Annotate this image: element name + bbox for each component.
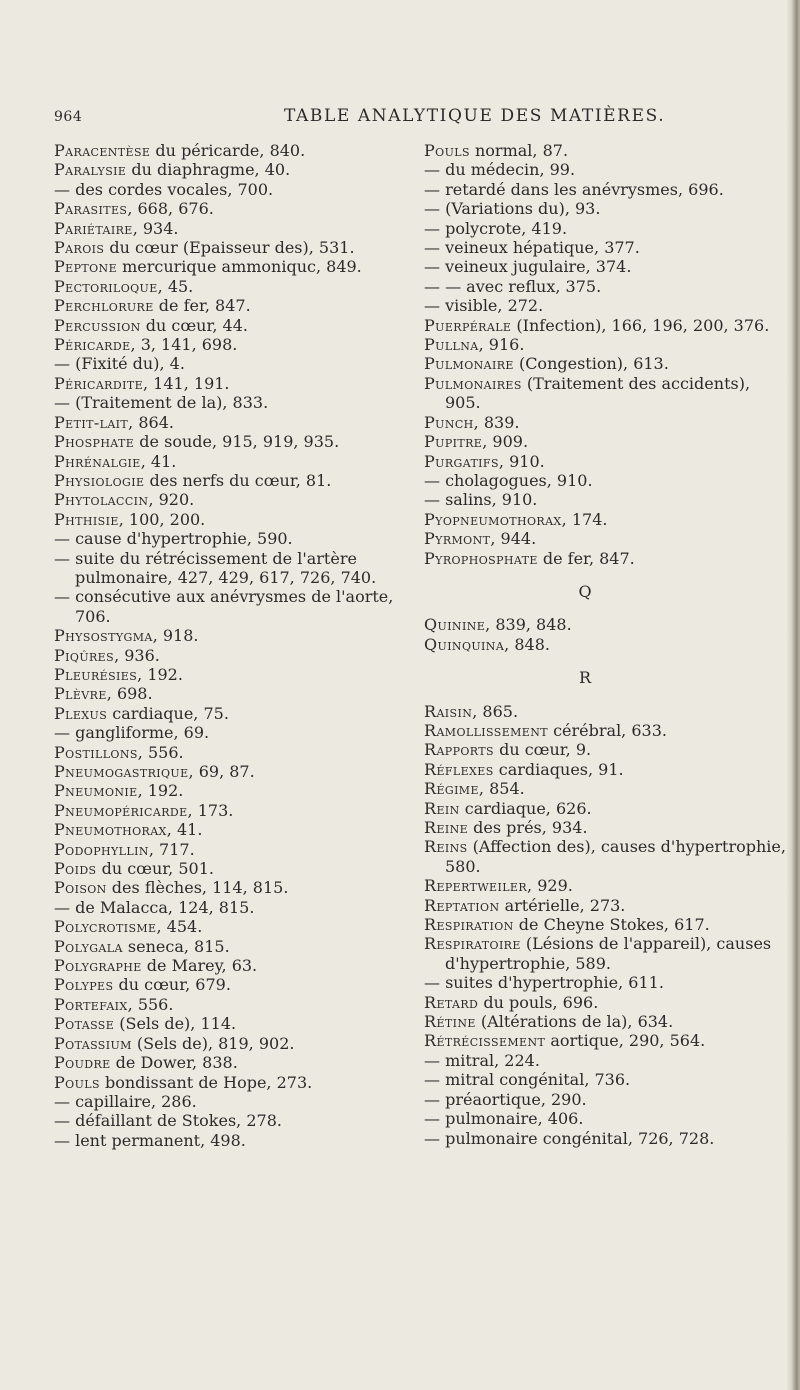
index-entry — [54, 432, 394, 451]
entry-text: aortique, 290, 564. — [545, 1031, 706, 1051]
index-entry — [424, 973, 786, 992]
index-entry — [424, 180, 786, 199]
entry-heading: Rétine — [424, 1012, 476, 1032]
index-entry — [54, 801, 394, 820]
entry-text: de Marey, 63. — [141, 956, 258, 976]
index-entry — [54, 1053, 394, 1072]
index-group-r — [424, 702, 786, 1148]
running-head — [54, 106, 754, 132]
entry-heading: Pouls — [54, 1072, 100, 1092]
index-entry — [54, 471, 394, 490]
entry-text: , 916. — [478, 335, 525, 355]
index-entry — [424, 1051, 786, 1070]
entry-text: — polycrote, 419. — [424, 218, 568, 238]
entry-heading: Polygraphe — [54, 956, 142, 976]
entry-text: de Cheyne Stokes, 617. — [513, 915, 710, 935]
index-entry — [54, 316, 394, 335]
index-entry — [424, 257, 786, 276]
entry-text: (Congestion), 613. — [513, 354, 669, 374]
index-entry — [424, 413, 786, 432]
entry-text: (Lésions de l'appareil), causes d'hypertrophie, 589. — [445, 934, 772, 973]
index-group-q — [424, 615, 786, 654]
entry-text: , 839. — [473, 412, 520, 432]
entry-heading: Pulmonaires — [424, 373, 522, 393]
entry-heading: Réflexes — [424, 759, 494, 779]
entry-text: de fer, 847. — [537, 548, 635, 568]
entry-text: , 141, 191. — [143, 373, 230, 393]
index-entry — [424, 277, 786, 296]
running-title: TABLE ANALYTIQUE DES MATIÈRES. — [284, 106, 666, 126]
entry-text: , 936. — [114, 645, 160, 665]
entry-text: (Infection), 166, 196, 200, 376. — [511, 315, 770, 335]
index-entry — [424, 799, 786, 818]
entry-heading: Péricardite — [54, 373, 143, 393]
index-entry — [424, 452, 786, 471]
entry-text: — consécutive aux anévrysmes de l'aorte, 706. — [54, 587, 394, 626]
entry-text: , 556. — [127, 994, 174, 1014]
index-entry — [424, 549, 786, 568]
index-entry — [424, 335, 786, 354]
index-column-left — [54, 141, 394, 1150]
entry-text: du cœur, 44. — [140, 315, 248, 335]
index-entry — [54, 878, 394, 897]
entry-text: , 848. — [504, 634, 550, 654]
index-entry — [54, 490, 394, 509]
entry-heading: Reins — [424, 837, 468, 857]
entry-text: — cause d'hypertrophie, 590. — [54, 529, 293, 549]
entry-heading: Raisin — [424, 701, 473, 721]
entry-heading: Potassium — [54, 1033, 132, 1053]
entry-heading: Pyrophosphate — [424, 548, 538, 568]
entry-text: (Altérations de la), 634. — [475, 1012, 674, 1032]
entry-heading: Portefaix — [54, 994, 128, 1014]
entry-heading: Pariétaire — [54, 218, 133, 238]
index-entry — [54, 141, 394, 160]
entry-heading: Pleurésies — [54, 664, 138, 684]
entry-heading: Purgatifs — [424, 451, 499, 471]
index-entry — [54, 781, 394, 800]
index-entry — [54, 219, 394, 238]
entry-heading: Postillons — [54, 742, 138, 762]
entry-text: , 918. — [152, 626, 199, 646]
entry-heading: Reptation — [424, 895, 500, 915]
entry-heading: Pneumothorax — [54, 820, 167, 840]
index-entry — [424, 471, 786, 490]
entry-text: — lent permanent, 498. — [54, 1130, 246, 1150]
index-entry — [54, 1073, 394, 1092]
entry-text: , 865. — [472, 701, 519, 721]
index-entry — [424, 354, 786, 373]
entry-heading: Polycrotisme — [54, 917, 157, 937]
entry-heading: Pullna — [424, 335, 479, 355]
index-group-p — [424, 141, 786, 568]
entry-heading: Piqûres — [54, 645, 115, 665]
index-entry — [54, 684, 394, 703]
entry-heading: Ramollissement — [424, 720, 548, 740]
entry-heading: Pyopneumothorax — [424, 509, 562, 529]
entry-heading: Percussion — [54, 315, 141, 335]
entry-heading: Polypes — [54, 975, 114, 995]
index-entry — [54, 743, 394, 762]
index-entry — [54, 238, 394, 257]
index-entry — [424, 1090, 786, 1109]
entry-heading: Pouls — [424, 141, 470, 160]
entry-text: (Sels de), 114. — [114, 1014, 237, 1034]
entry-text: cardiaque, 626. — [459, 798, 592, 818]
index-entry — [424, 490, 786, 509]
entry-text: artérielle, 273. — [499, 895, 626, 915]
entry-heading: Parois — [54, 238, 105, 258]
index-entry — [54, 762, 394, 781]
entry-text: du diaphragme, 40. — [126, 160, 291, 180]
entry-heading: Rétrécissement — [424, 1031, 546, 1051]
entry-text: — — avec reflux, 375. — [424, 276, 602, 296]
entry-heading: Retard — [424, 992, 479, 1012]
entry-text: , 173. — [187, 800, 234, 820]
index-entry — [54, 937, 394, 956]
entry-text: , 45. — [157, 276, 194, 296]
index-entry — [54, 1111, 394, 1130]
entry-text: — cholagogues, 910. — [424, 470, 593, 490]
index-entry — [54, 510, 394, 529]
index-entry — [424, 238, 786, 257]
entry-text: mercurique ammoniquc, 849. — [117, 257, 362, 277]
entry-text: (Sels de), 819, 902. — [131, 1033, 295, 1053]
entry-text: — défaillant de Stokes, 278. — [54, 1111, 282, 1131]
index-entry — [54, 723, 394, 742]
index-entry — [424, 721, 786, 740]
entry-heading: Respiratoire — [424, 934, 521, 954]
entry-heading: Phytolaccin — [54, 490, 149, 510]
index-entry — [54, 840, 394, 859]
index-entry — [54, 160, 394, 179]
index-entry — [424, 510, 786, 529]
index-entry — [54, 199, 394, 218]
entry-text: des prés, 934. — [468, 818, 588, 837]
entry-heading: Pneumogastrique — [54, 762, 189, 781]
index-entry — [54, 626, 394, 645]
index-entry — [54, 587, 394, 626]
index-entry — [424, 837, 786, 876]
entry-text: , 920. — [148, 490, 195, 510]
entry-heading: Quinquina — [424, 634, 505, 654]
entry-text: — du médecin, 99. — [424, 160, 576, 180]
index-entry — [54, 1092, 394, 1111]
index-entry — [424, 635, 786, 654]
entry-text: — gangliforme, 69. — [54, 723, 210, 743]
index-entry — [424, 818, 786, 837]
entry-heading: Paralysie — [54, 160, 127, 180]
entry-text: , 41. — [140, 451, 177, 471]
entry-heading: Respiration — [424, 915, 514, 935]
index-entry — [424, 529, 786, 548]
entry-text: — capillaire, 286. — [54, 1091, 197, 1111]
entry-heading: Repertweiler — [424, 876, 528, 896]
entry-text: — de Malacca, 124, 815. — [54, 897, 255, 917]
entry-text: , 717. — [148, 839, 195, 859]
entry-text: — visible, 272. — [424, 296, 544, 316]
entry-text: — (Traitement de la), 833. — [54, 393, 269, 413]
index-entry — [424, 760, 786, 779]
entry-heading: Phthisie — [54, 509, 119, 529]
entry-text: — veineux jugulaire, 374. — [424, 257, 632, 277]
entry-heading: Pneumonie — [54, 781, 138, 801]
page-edge — [786, 0, 800, 1390]
entry-text: — (Fixité du), 4. — [54, 354, 185, 374]
entry-text: bondissant de Hope, 273. — [99, 1072, 313, 1092]
index-entry — [54, 549, 394, 588]
entry-heading: Petit-lait — [54, 412, 129, 432]
entry-heading: Poids — [54, 859, 97, 879]
index-entry — [54, 1034, 394, 1053]
entry-text: , 174. — [561, 509, 608, 529]
entry-text: , 934. — [132, 218, 179, 238]
index-entry — [424, 740, 786, 759]
entry-heading: Quinine — [424, 615, 486, 635]
entry-text: — retardé dans les anévrysmes, 696. — [424, 179, 724, 199]
entry-heading: Pyrmont — [424, 529, 491, 549]
entry-text: , 192. — [137, 781, 184, 801]
entry-heading: Peptone — [54, 257, 118, 277]
entry-heading: Phosphate — [54, 432, 135, 452]
index-entry — [54, 1131, 394, 1150]
index-entry — [424, 1031, 786, 1050]
index-entry — [424, 1012, 786, 1031]
entry-text: , 944. — [490, 529, 537, 549]
entry-heading: Poison — [54, 878, 107, 898]
index-entry — [54, 975, 394, 994]
index-entry — [424, 219, 786, 238]
index-entry — [54, 452, 394, 471]
entry-text: cérébral, 633. — [548, 720, 667, 740]
entry-text: , 192. — [137, 664, 183, 684]
entry-text: , 41. — [166, 820, 203, 840]
entry-text: — pulmonaire, 406. — [424, 1109, 584, 1129]
entry-text: du cœur, 501. — [96, 859, 214, 879]
index-entry — [54, 646, 394, 665]
entry-heading: Parasites — [54, 199, 128, 219]
index-entry — [54, 820, 394, 839]
entry-text: , 69, 87. — [188, 762, 255, 781]
index-entry — [424, 615, 786, 634]
index-entry — [424, 1109, 786, 1128]
entry-text: — (Variations du), 93. — [424, 199, 601, 219]
entry-heading: Rein — [424, 798, 460, 818]
entry-text: , 454. — [156, 917, 203, 937]
index-entry — [424, 141, 786, 160]
entry-text: , 929. — [527, 876, 573, 896]
index-entry — [424, 199, 786, 218]
entry-text: du cœur, 679. — [113, 975, 231, 995]
index-entry — [54, 898, 394, 917]
entry-text: , 854. — [478, 779, 525, 799]
entry-text: , 839, 848. — [485, 615, 572, 635]
entry-text: — suite du rétrécissement de l'artère pulmonaire, 427, 429, 617, 726, 740. — [54, 548, 377, 587]
index-entry — [54, 277, 394, 296]
entry-heading: Paracentèse — [54, 141, 151, 160]
index-entry — [424, 432, 786, 451]
entry-heading: Péricarde — [54, 335, 131, 355]
index-entry — [54, 859, 394, 878]
entry-text: , 864. — [128, 412, 174, 432]
index-entry — [54, 354, 394, 373]
entry-heading: Plèvre — [54, 684, 107, 704]
entry-heading: Pupitre — [424, 432, 483, 452]
entry-text: (Traitement des accidents), 905. — [445, 373, 751, 413]
entry-text: normal, 87. — [469, 141, 569, 160]
entry-text: — préaortique, 290. — [424, 1089, 587, 1109]
entry-text: des flèches, 114, 815. — [106, 878, 289, 898]
entry-text: , 100, 200. — [118, 509, 206, 529]
index-entry — [54, 1014, 394, 1033]
index-entry — [424, 702, 786, 721]
entry-text: de soude, 915, 919, 935. — [134, 432, 340, 452]
index-entry — [54, 296, 394, 315]
index-entry — [424, 296, 786, 315]
entry-heading: Poudre — [54, 1053, 111, 1073]
entry-text: , 698. — [106, 684, 153, 704]
entry-heading: Physostygma — [54, 626, 153, 646]
index-entry — [424, 896, 786, 915]
index-entry — [54, 665, 394, 684]
entry-heading: Régime — [424, 779, 479, 799]
index-entry — [424, 779, 786, 798]
section-letter-r: R — [578, 668, 592, 688]
entry-text: — suites d'hypertrophie, 611. — [424, 973, 664, 993]
index-entry — [424, 934, 786, 973]
entry-heading: Pneumopéricarde — [54, 800, 188, 820]
entry-text: du péricarde, 840. — [150, 141, 306, 160]
entry-text: du cœur, 9. — [493, 740, 592, 760]
index-entry — [54, 529, 394, 548]
index-column-right — [424, 141, 786, 1148]
entry-text: du pouls, 696. — [478, 992, 599, 1012]
index-entry — [424, 374, 786, 413]
entry-heading: Potasse — [54, 1014, 115, 1034]
entry-heading: Puerpérale — [424, 315, 512, 335]
entry-heading: Pulmonaire — [424, 354, 514, 374]
entry-text: des nerfs du cœur, 81. — [144, 470, 332, 490]
entry-text: de fer, 847. — [153, 296, 251, 316]
entry-text: — pulmonaire congénital, 726, 728. — [424, 1128, 715, 1148]
page-number: 964 — [54, 109, 83, 125]
entry-text: cardiaques, 91. — [493, 759, 624, 779]
entry-heading: Plexus — [54, 703, 108, 723]
entry-text: , 556. — [137, 742, 184, 762]
entry-text: , 668, 676. — [127, 199, 214, 219]
section-letter-q: Q — [578, 581, 592, 601]
entry-text: — des cordes vocales, 700. — [54, 179, 274, 199]
entry-heading: Phrénalgie — [54, 451, 141, 471]
entry-text: — veineux hépatique, 377. — [424, 238, 640, 258]
entry-heading: Perchlorure — [54, 296, 154, 316]
entry-text: , 3, 141, 698. — [130, 335, 238, 355]
entry-text: (Affection des), causes d'hypertrophie, 580. — [445, 837, 786, 876]
index-entry — [424, 316, 786, 335]
entry-heading: Polygala — [54, 936, 123, 956]
index-entry — [424, 993, 786, 1012]
index-entry — [54, 393, 394, 412]
entry-heading: Rapports — [424, 740, 494, 760]
index-entry — [54, 335, 394, 354]
entry-text: cardiaque, 75. — [107, 703, 229, 723]
index-entry — [54, 917, 394, 936]
entry-heading: Pectoriloque — [54, 276, 158, 296]
index-entry — [424, 876, 786, 895]
index-entry — [424, 1070, 786, 1089]
entry-text: , 910. — [498, 451, 545, 471]
entry-text: de Dower, 838. — [110, 1053, 238, 1073]
index-entry — [54, 956, 394, 975]
index-entry — [54, 704, 394, 723]
entry-heading: Punch — [424, 412, 474, 432]
index-entry — [54, 257, 394, 276]
index-entry — [424, 1129, 786, 1148]
entry-text: du cœur (Epaisseur des), 531. — [104, 238, 355, 258]
entry-heading: Physiologie — [54, 470, 145, 490]
index-entry — [54, 995, 394, 1014]
entry-text: seneca, 815. — [122, 936, 230, 956]
entry-heading: Reine — [424, 818, 469, 837]
index-entry — [54, 180, 394, 199]
entry-heading: Podophyllin — [54, 839, 149, 859]
entry-text: — salins, 910. — [424, 490, 538, 510]
index-entry — [54, 374, 394, 393]
index-entry — [424, 160, 786, 179]
entry-text: , 909. — [482, 432, 529, 452]
entry-text: — mitral, 224. — [424, 1050, 540, 1070]
index-entry — [54, 413, 394, 432]
index-entry — [424, 915, 786, 934]
entry-text: — mitral congénital, 736. — [424, 1070, 631, 1090]
